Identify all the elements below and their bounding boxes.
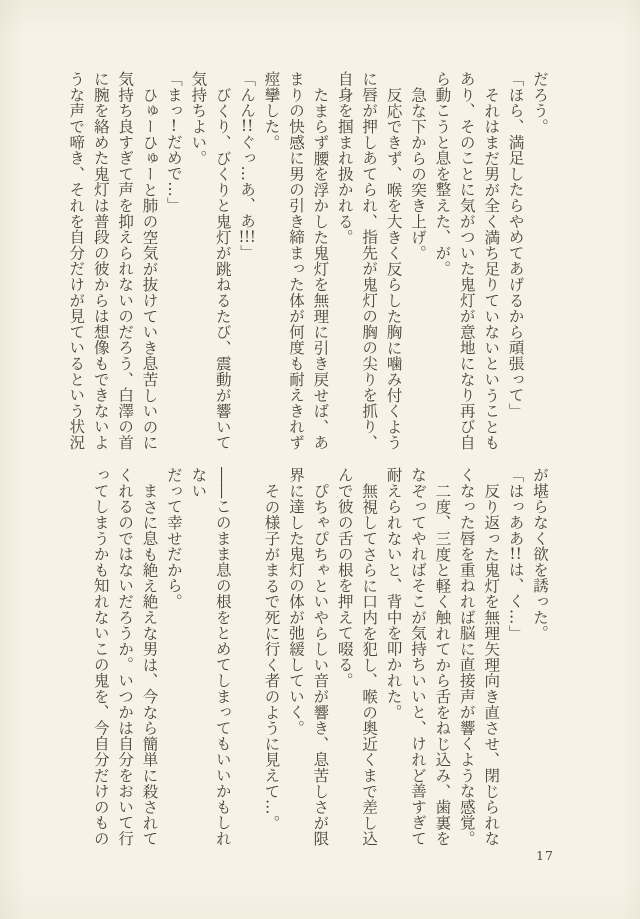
blank-line [235,467,259,848]
text-block-top [63,71,552,452]
paragraph: ぴちゃぴちゃといやらしい音が響き、息苦しさが限界に達した鬼灯の体が弛緩していく。 [286,467,330,847]
paragraph: それはまだ男が全く満ち足りていないということもあり、そのことに気がついた鬼灯が意地になり再び自ら動こうと息を整えた、が。 [433,71,501,451]
exclamation-run: ! [170,118,178,134]
paragraph: その様子がまるで死に行く者のように見えて…。 [262,482,281,831]
paragraph: だろう。 [531,71,549,135]
exclamation-run: !! [240,118,254,134]
page-number: 17 [536,848,554,863]
paragraph: が堪らなく欲を誘った。 [531,467,549,641]
paragraph: 急な下からの突き上げ。 [408,86,427,261]
paragraph: ひゅーひゅーと肺の空気が抜けていき息苦しいのに気持ち良すぎて声を抑えられないのだろう、白澤の首に腕を絡めた鬼灯は普段の彼からは想像もできないような声で啼き、それを自分だけが見ているという状況 [67,71,159,451]
paragraph: びくり、びくりと鬼灯が跳ねるたび、震動が響いて気持ちよい。 [189,71,232,451]
paragraph: 無視してさらに口内を犯し、喉の奥近くまで差し込んで彼の舌の根を押えて啜る。 [335,467,379,847]
paragraph: 「ほら、満足したらやめてあげるから頑張って」 [506,71,525,419]
text-block-bottom [63,467,552,848]
paragraph: だって幸せだから。 [164,467,183,610]
paragraph: 「まっ!だめで…」 [164,71,183,213]
paragraph: 「んん!!ぐっ…あ、あ!!!」 [238,71,257,261]
paragraph: たまらず腰を浮かした鬼灯を無理に引き戻せば、あまりの快感に男の引き締まった体が何度も耐えきれず痙攣した。 [262,71,330,451]
paragraph: まさに息も絶え絶えな男は、今なら簡単に殺されてくれるのではないだろうか。いつかは自分をおいて行ってしまうかも知れないこの鬼を、今自分だけのもの [91,467,159,847]
paragraph: 反り返った鬼灯を無理矢理向き直させ、閉じられなくなった唇を重ねれば脳に直接声が響くような感覚。 [457,467,501,847]
exclamation-run: !!! [238,228,256,245]
paragraph: 「はっああ!!は、く…」 [506,467,525,641]
paragraph: 二度、三度と軽く触れてから舌をねじ込み、歯裏をなぞってやればそこが気持ちいいと、けれど善すぎて耐えられないと、背中を叩かれた。 [384,467,452,847]
paragraph: 反応できず、喉を大きく反らした胸に噛み付くように唇が押しあてられ、指先が鬼灯の胸の尖りを抓り、自身を掴まれ扱かれる。 [335,71,403,451]
paragraph: ――このまま息の根をとめてしまってもいいかもしれない [189,467,232,847]
exclamation-run: !! [509,546,522,562]
